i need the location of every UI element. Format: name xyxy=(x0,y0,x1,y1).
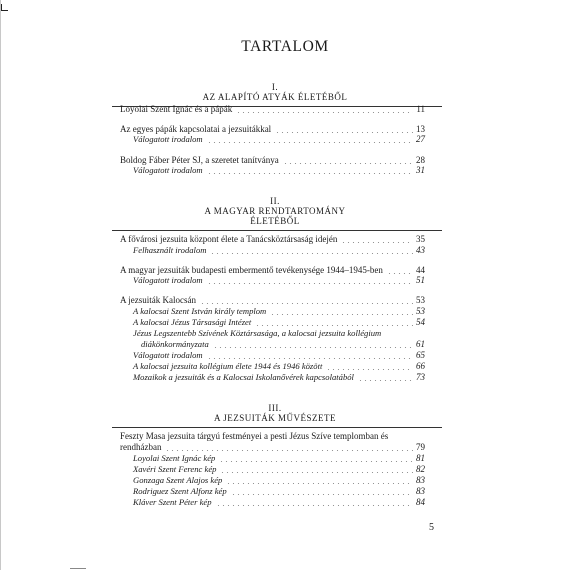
toc-entry-label: Boldog Fáber Péter SJ, a szeretet tanítványa xyxy=(120,155,279,165)
page-edge xyxy=(0,0,1,570)
section-2-heading: A MAGYAR RENDTARTOMÁNY xyxy=(204,206,346,216)
toc-entry[interactable] xyxy=(120,234,425,245)
toc-entry-continuation[interactable] xyxy=(120,442,425,453)
footer-rule xyxy=(70,568,86,569)
leader-dots xyxy=(210,253,413,254)
leader-dots xyxy=(207,142,413,143)
toc-entry-page: 65 xyxy=(416,350,425,360)
toc-entry-label: A kalocsai Jézus Társasági Intézet xyxy=(133,317,252,327)
toc-entry-label: A jezsuiták Kalocsán xyxy=(120,295,196,305)
toc-entry-label: Válogatott irodalom xyxy=(133,134,203,144)
toc-entry-label: Az egyes pápák kapcsolatai a jezsuitákkal xyxy=(120,124,272,134)
toc-entry-page: 66 xyxy=(416,361,425,371)
section-2-rule xyxy=(112,230,442,231)
toc-entry[interactable] xyxy=(120,295,425,306)
toc-subentry[interactable] xyxy=(133,486,425,497)
leader-dots xyxy=(275,132,413,133)
leader-dots xyxy=(283,163,413,164)
leader-dots xyxy=(216,505,413,506)
toc-entry-label: Loyolai Szent Ignác és a pápák xyxy=(120,104,233,114)
leader-dots xyxy=(326,369,413,370)
toc-entry-label: Mozaikok a jezsuiták és a Kalocsai Iskolanővérek kapcsolatából xyxy=(133,372,354,382)
toc-entry-page: 82 xyxy=(416,464,425,474)
toc-entry-page: 31 xyxy=(416,165,425,175)
toc-entry-label: Válogatott irodalom xyxy=(133,275,203,285)
toc-entry-page: 84 xyxy=(416,497,425,507)
toc-entry-label: Gonzaga Szent Alajos kép xyxy=(133,475,223,485)
toc-entry-label: A kalocsai jezsuita kollégium élete 1944 és 1946 között xyxy=(133,361,323,371)
toc-entry-page: 61 xyxy=(416,339,425,349)
toc-subentry[interactable] xyxy=(133,475,425,486)
toc-entry-page: 53 xyxy=(416,306,425,316)
toc-entry-label: Xavéri Szent Ferenc kép xyxy=(133,464,217,474)
page-number: 5 xyxy=(429,522,434,533)
leader-dots xyxy=(165,450,413,451)
leader-dots xyxy=(200,303,413,304)
toc-entry-line: Feszty Masa jezsuita tárgyú festményei a pesti Jézus Szíve templomban és xyxy=(120,431,389,441)
toc-subentry[interactable] xyxy=(133,464,425,475)
toc-entry-page: 83 xyxy=(416,486,425,496)
toc-subentry-continuation[interactable] xyxy=(141,339,425,350)
leader-dots xyxy=(207,283,413,284)
toc-subentry[interactable] xyxy=(133,361,425,372)
toc-entry-label: Válogatott irodalom xyxy=(133,350,203,360)
toc-entry-label: Kláver Szent Péter kép xyxy=(133,497,212,507)
toc-subentry[interactable] xyxy=(133,245,425,256)
section-3-rule xyxy=(112,427,442,428)
toc-entry-label: A fővárosi jezsuita központ élete a Tanácsköztársaság idején xyxy=(120,234,338,244)
toc-entry-label: Loyolai Szent Ignác kép xyxy=(133,453,216,463)
toc-subentry[interactable] xyxy=(133,350,425,361)
toc-entry-label: rendházban xyxy=(120,442,162,452)
leader-dots xyxy=(213,347,413,348)
toc-entry-page: 81 xyxy=(416,453,425,463)
toc-entry[interactable] xyxy=(120,104,425,115)
toc-entry-label: Válogatott irodalom xyxy=(133,165,203,175)
leader-dots xyxy=(220,472,413,473)
toc-entry-page: 35 xyxy=(416,234,425,244)
toc-subentry[interactable] xyxy=(133,453,425,464)
toc-subentry[interactable] xyxy=(133,306,425,317)
leader-dots xyxy=(226,483,413,484)
leader-dots xyxy=(255,325,413,326)
toc-entry-page: 13 xyxy=(416,124,425,134)
section-3-heading: A JEZSUITÁK MŰVÉSZETE xyxy=(214,413,336,423)
section-2-numeral: II. xyxy=(270,196,280,206)
toc-subentry[interactable] xyxy=(133,317,425,328)
section-2-heading-cont: ÉLETÉBŐL xyxy=(250,216,300,226)
toc-subentry[interactable] xyxy=(133,134,425,145)
leader-dots xyxy=(270,314,413,315)
toc-entry-page: 53 xyxy=(416,295,425,305)
toc-entry-label: A magyar jezsuiták budapesti embermentő tevékenysége 1944–1945-ben xyxy=(120,265,383,275)
leader-dots xyxy=(387,273,413,274)
toc-entry-page: 73 xyxy=(416,372,425,382)
leader-dots xyxy=(207,358,413,359)
leader-dots xyxy=(341,242,413,243)
toc-entry-page: 79 xyxy=(416,442,425,452)
toc-entry-label: Felhasznált irodalom xyxy=(133,245,207,255)
toc-entry-label: A kalocsai Szent István király templom xyxy=(133,306,267,316)
leader-dots xyxy=(231,494,413,495)
toc-entry-page: 44 xyxy=(416,265,425,275)
crop-mark xyxy=(1,4,8,11)
toc-entry-page: 51 xyxy=(416,275,425,285)
toc-subentry[interactable] xyxy=(133,372,425,383)
leader-dots xyxy=(207,173,413,174)
toc-entry-page: 28 xyxy=(416,155,425,165)
section-1-heading: AZ ALAPÍTÓ ATYÁK ÉLETÉBŐL xyxy=(202,92,348,102)
section-1-numeral: I. xyxy=(271,82,279,92)
toc-entry-label: diákönkormányzata xyxy=(141,339,209,349)
toc-entry-label: Rodriguez Szent Alfonz kép xyxy=(133,486,227,496)
page-title: TARTALOM xyxy=(241,38,329,55)
toc-subentry-line: Jézus Legszentebb Szívének Köztársasága, a kalocsai jezsuita kollégium xyxy=(133,328,382,338)
section-3-numeral: III. xyxy=(268,403,282,413)
leader-dots xyxy=(236,112,413,113)
toc-entry-page: 83 xyxy=(416,475,425,485)
toc-subentry[interactable] xyxy=(133,497,425,508)
toc-subentry[interactable] xyxy=(133,275,425,286)
toc-subentry[interactable] xyxy=(133,165,425,176)
toc-entry-page: 27 xyxy=(416,134,425,144)
leader-dots xyxy=(219,461,413,462)
toc-entry-page: 43 xyxy=(416,245,425,255)
toc-entry-page: 11 xyxy=(416,104,425,114)
leader-dots xyxy=(358,380,413,381)
toc-entry-page: 54 xyxy=(416,317,425,327)
